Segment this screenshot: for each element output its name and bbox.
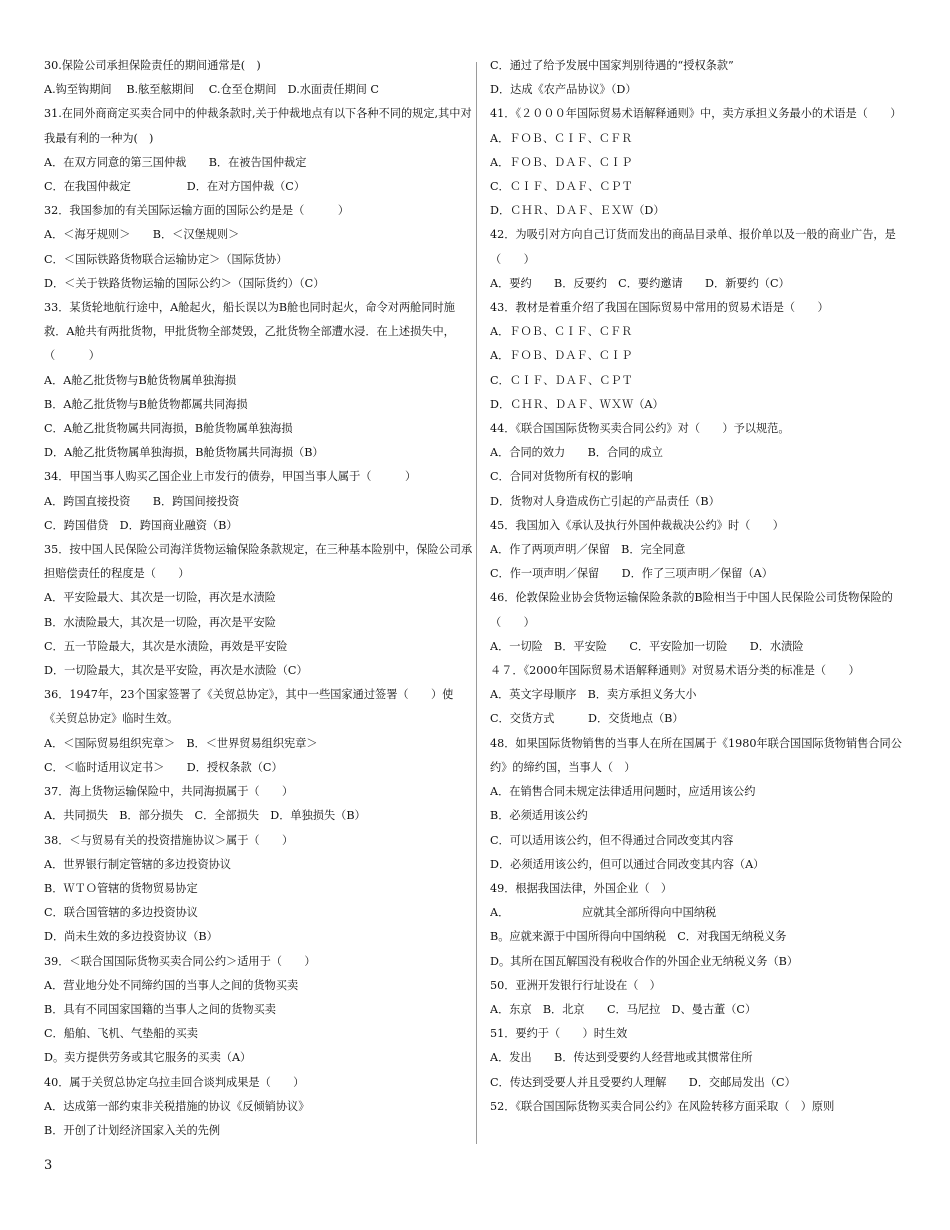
text-line: C．A舱乙批货物属共同海损，B舱货物属单独海损 [44, 422, 293, 436]
text-line: D。其所在国瓦解国没有税收合作的外国企业无纳税义务（B） [490, 954, 799, 968]
text-line: 40．属于关贸总协定乌拉圭回合谈判成果是（ ） [44, 1075, 305, 1089]
text-line: D．ＣＨＲ、ＤＡＦ、ＥＸＷ（D） [490, 204, 665, 218]
text-line: 36．1947年，23个国家签署了《关贸总协定》，其中一些国家通过签署（ ）使《关贸总协定》临时生效。 [44, 688, 454, 726]
text-line: C．传达到受要人并且受要约人理解 D．交邮局发出（C） [490, 1075, 796, 1089]
text-line: A．ＦＯＢ、ＤＡＦ、ＣＩＰ [490, 155, 633, 169]
text-line: D．＜关于铁路货物运输的国际公约＞（国际货约）（C） [44, 276, 325, 290]
text-line: C．合同对货物所有权的影响 [490, 470, 633, 484]
text-line: C．可以适用该公约，但不得通过合同改变其内容 [490, 833, 734, 847]
text-line: A．作了两项声明／保留 B．完全同意 [490, 543, 686, 557]
text-line: C．跨国借贷 D．跨国商业融资（B） [44, 518, 238, 532]
left-column [44, 54, 474, 1143]
text-line: 31.在同外商商定买卖合同中的仲裁条款时,关于仲裁地点有以下各种不同的规定,其中对我最有利的一种为( ) [44, 107, 472, 145]
text-line: C．联合国管辖的多边投资协议 [44, 906, 198, 920]
text-line: C．作一项声明／保留 D．作了三项声明／保留（A） [490, 567, 773, 581]
text-line: C．通过了给予发展中国家判别待遇的“授权条款” [490, 59, 734, 72]
text-line: A．在双方同意的第三国仲裁 B．在被告国仲裁定 [44, 155, 307, 169]
text-line: 39．＜联合国国际货物买卖合同公约＞适用于（ ） [44, 954, 316, 968]
text-line: C．在我国仲裁定 D．在对方国仲裁（C） [44, 180, 306, 194]
text-line: A．ＦＯＢ、ＣＩＦ、ＣＦＲ [490, 131, 633, 145]
text-line: A．营业地分处不同缔约国的当事人之间的货物买卖 [44, 978, 299, 992]
column-divider [476, 62, 477, 1144]
text-line: B．水渍险最大，其次是一切险，再次是平安险 [44, 615, 276, 629]
text-line: ４７．《2000年国际贸易术语解释通则》对贸易术语分类的标准是（ ） [490, 664, 860, 678]
text-line: D．必须适用该公约，但可以通过合同改变其内容（A） [490, 857, 765, 871]
text-line: C．ＣＩＦ、ＤＡＦ、ＣＰＴ [490, 373, 633, 387]
page-number: 3 [44, 1158, 53, 1173]
text-line: A．ＦＯＢ、ＤＡＦ、ＣＩＰ [490, 349, 633, 363]
text-line: 43．教材是着重介绍了我国在国际贸易中常用的贸易术语是（ ） [490, 301, 829, 315]
right-column [490, 54, 914, 1119]
text-line: 42．为吸引对方向自己订货而发出的商品目录单、报价单以及一般的商业广告，是（ ） [490, 228, 896, 266]
text-line: D．货物对人身造成伤亡引起的产品责任（B） [490, 494, 720, 508]
text-line: D．A舱乙批货物属单独海损，B舱货物属共同海损（B） [44, 446, 324, 460]
text-line: A． 应就其全部所得向中国纳税 [490, 906, 717, 920]
text-line: D．达成《农产品协议》（D） [490, 83, 637, 97]
text-line: 50．亚洲开发银行行址设在（ ） [490, 978, 661, 992]
text-line: 52．《联合国国际货物买卖合同公约》在风险转移方面采取（ ）原则 [490, 1099, 835, 1113]
text-line: 34．甲国当事人购买乙国企业上市发行的债券，甲国当事人属于（ ） [44, 470, 417, 484]
text-line: D．尚未生效的多边投资协议（B） [44, 930, 218, 944]
text-line: 48．如果国际货物销售的当事人在所在国属于《1980年联合国国际货物销售合同公约》的缔约国，当事人（ ） [490, 736, 902, 774]
text-line: 37．海上货物运输保险中，共同海损属于（ ） [44, 785, 294, 799]
text-line: C．ＣＩＦ、ＤＡＦ、ＣＰＴ [490, 180, 633, 194]
text-line: B．A舱乙批货物与B舱货物都属共同海损 [44, 397, 248, 411]
text-line: 49．根据我国法律，外国企业（ ） [490, 881, 673, 895]
text-line: C．＜临时适用议定书＞ D．授权条款（C） [44, 760, 283, 774]
text-line: 45．我国加入《承认及执行外国仲裁裁决公约》时（ ） [490, 518, 784, 532]
text-line: A．发出 B．传达到受要约人经营地或其惯常住所 [490, 1051, 753, 1065]
text-line: A．英文字母顺序 B．卖方承担义务大小 [490, 688, 697, 702]
text-line: 41．《２０００年国际贸易术语解释通则》中，卖方承担义务最小的术语是（ ） [490, 107, 902, 121]
text-line: A．世界银行制定管辖的多边投资协议 [44, 857, 232, 871]
text-line: B。应就来源于中国所得向中国纳税 C．对我国无纳税义务 [490, 930, 787, 944]
text-line: B．具有不同国家国籍的当事人之间的货物买卖 [44, 1002, 276, 1016]
text-line: D。卖方提供劳务或其它服务的买卖（A） [44, 1051, 252, 1065]
text-line: C．五一节险最大，其次是水渍险，再效是平安险 [44, 639, 288, 653]
text-line: A．共同损失 B．部分损失 C．全部损失 D．单独损失（B） [44, 809, 366, 823]
text-line: 38．＜与贸易有关的投资措施协议＞属于（ ） [44, 833, 294, 847]
text-line: 51．要约于（ ）时生效 [490, 1027, 628, 1041]
text-line: A．达成第一部约束非关税措施的协议《反倾销协议》 [44, 1099, 310, 1113]
text-line: 30.保险公司承担保险责任的期间通常是( ) [44, 59, 261, 72]
text-line: 33．某货轮地航行途中，A舱起火，船长误以为B舱也同时起火，命令对两舱同时施救．A舱共有两批货物，甲批货物全部焚毁，乙批货物全部遭水浸．在上述损失中，（ ） [44, 301, 455, 363]
text-line: B．必须适用该公约 [490, 809, 588, 823]
text-line: C．船舶、飞机、气垫船的买卖 [44, 1027, 198, 1041]
text-line: C．＜国际铁路货物联合运输协定＞（国际货协） [44, 252, 288, 266]
text-line: 44．《联合国国际货物买卖合同公约》对（ ）予以规范。 [490, 422, 790, 436]
text-line: A．A舱乙批货物与B舱货物属单独海损 [44, 373, 237, 387]
text-line: B．开创了计划经济国家入关的先例 [44, 1123, 221, 1137]
text-line: 35．按中国人民保险公司海洋货物运输保险条款规定，在三种基本险别中，保险公司承担赔偿责任的程度是（ ） [44, 543, 473, 581]
text-line: D．ＣＨＲ、ＤＡＦ、ＷＸＷ（A） [490, 397, 664, 411]
text-line: A．跨国直接投资 B．跨国间接投资 [44, 494, 240, 508]
text-line: A．要约 B．反要约 C．要约邀请 D．新要约（C） [490, 276, 790, 290]
text-line: D．一切险最大，其次是平安险，再次是水渍险（C） [44, 664, 308, 678]
text-line: 46．伦敦保险业协会货物运输保险条款的B险相当于中国人民保险公司货物保险的（ ） [490, 591, 893, 629]
text-line: A．在销售合同未规定法律适用问题时，应适用该公约 [490, 785, 756, 799]
text-line: A．ＦＯＢ、ＣＩＦ、ＣＦＲ [490, 325, 633, 339]
text-line: A．东京 B．北京 C．马尼拉 D、曼古董（C） [490, 1002, 757, 1016]
text-line: 32．我国参加的有关国际运输方面的国际公约是是（ ） [44, 204, 350, 218]
text-line: A．一切险 B．平安险 C．平安险加一切险 D．水渍险 [490, 639, 804, 653]
text-line: C．交货方式 D．交货地点（B） [490, 712, 684, 726]
text-line: A．平安险最大、其次是一切险，再次是水渍险 [44, 591, 276, 605]
text-line: A．合同的效力 B．合同的成立 [490, 446, 663, 460]
text-line: B．ＷＴＯ管辖的货物贸易协定 [44, 881, 198, 895]
text-line: A.钩至钩期间 B.舷至舷期间 C.仓至仓期间 D.水面责任期间 C [44, 83, 379, 97]
text-line: A．＜海牙规则＞ B．＜汉堡规则＞ [44, 228, 240, 242]
text-line: A．＜国际贸易组织宪章＞ B．＜世界贸易组织宪章＞ [44, 736, 318, 750]
